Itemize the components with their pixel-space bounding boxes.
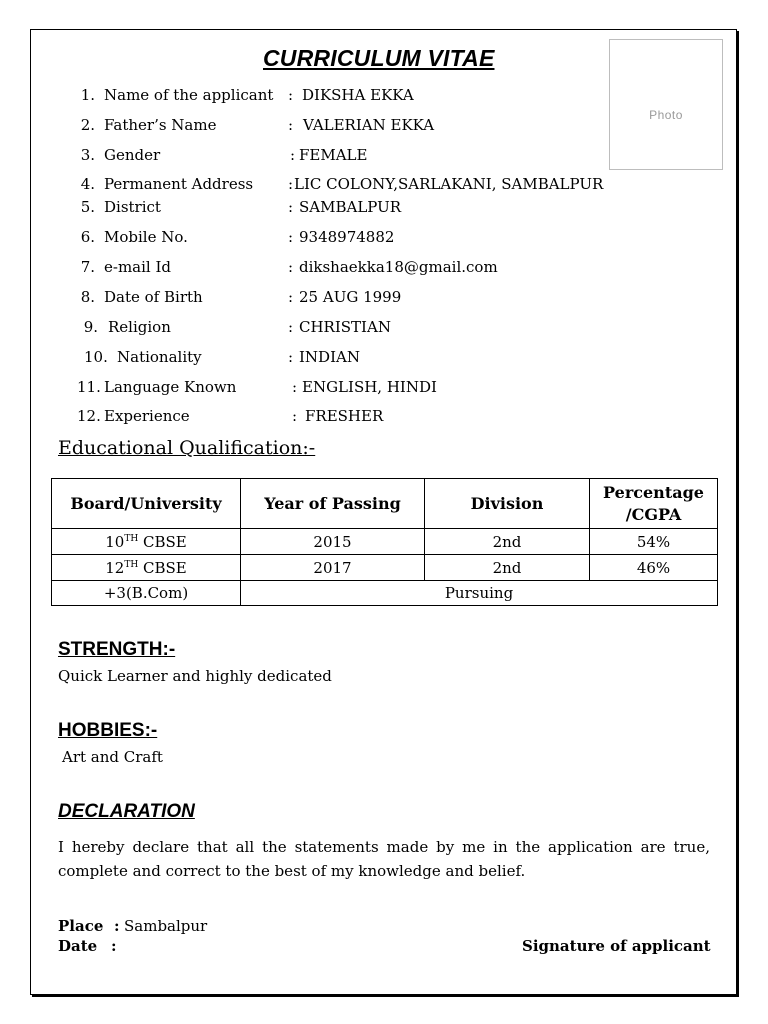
declaration-line-2: complete and correct to the best of my knowledge and belief. [58, 862, 526, 880]
detail-separator: : [288, 348, 294, 366]
detail-separator: : [288, 258, 294, 276]
photo-placeholder [609, 39, 723, 170]
hobbies-heading: HOBBIES:- [58, 720, 158, 741]
declaration-text [58, 835, 710, 883]
detail-value: dikshaekka18@gmail.com [299, 258, 498, 276]
detail-value: FRESHER [305, 407, 384, 425]
declaration-heading: DECLARATION [58, 801, 195, 822]
detail-number: 6. [80, 228, 95, 246]
strength-heading: STRENGTH:- [58, 639, 176, 660]
detail-value: 25 AUG 1999 [299, 288, 402, 306]
detail-separator: : [288, 228, 294, 246]
photo-label: Photo [649, 108, 683, 122]
date-label: Date [58, 937, 98, 955]
detail-value: DIKSHA EKKA [302, 86, 414, 104]
detail-label: Language Known [104, 378, 237, 396]
place-separator: : [114, 917, 120, 935]
detail-value: 9348974882 [299, 228, 395, 246]
table-row [52, 581, 718, 606]
detail-number: 8. [80, 288, 95, 306]
detail-label: Father’s Name [104, 116, 217, 134]
place-label: Place [58, 917, 104, 935]
detail-label: e-mail Id [104, 258, 172, 276]
detail-value: VALERIAN EKKA [303, 116, 435, 134]
document-title: CURRICULUM VITAE [263, 45, 495, 71]
date-separator: : [111, 937, 117, 955]
division-cell: 2nd [425, 529, 590, 555]
detail-number: 10. [84, 348, 108, 366]
detail-value: LIC COLONY,SARLAKANI, SAMBALPUR [294, 175, 604, 193]
table-row [52, 555, 718, 581]
detail-separator: : [292, 378, 298, 396]
detail-label: Religion [108, 318, 171, 336]
detail-value: SAMBALPUR [299, 198, 402, 216]
education-table [51, 478, 718, 606]
detail-number: 11. [77, 378, 101, 396]
detail-separator: : [288, 318, 294, 336]
detail-value: INDIAN [299, 348, 360, 366]
hobbies-text: Art and Craft [62, 748, 163, 766]
detail-label: Nationality [117, 348, 202, 366]
column-header-year: Year of Passing [241, 479, 425, 529]
detail-number: 2. [80, 116, 95, 134]
percentage-cell: 46% [590, 555, 718, 581]
detail-separator: : [288, 116, 294, 134]
board-cell: +3(B.Com) [52, 581, 241, 606]
detail-number: 12. [77, 407, 101, 425]
place-value: Sambalpur [124, 917, 208, 935]
detail-number: 3. [80, 146, 95, 164]
detail-value: FEMALE [299, 146, 368, 164]
detail-number: 7. [80, 258, 95, 276]
detail-label: Date of Birth [104, 288, 203, 306]
detail-label: Permanent Address [104, 175, 254, 193]
strength-text: Quick Learner and highly dedicated [58, 667, 332, 685]
year-cell: 2017 [241, 555, 425, 581]
board-cell: 10TH CBSE [52, 529, 241, 555]
division-cell: 2nd [425, 555, 590, 581]
year-cell: 2015 [241, 529, 425, 555]
percentage-cell: 54% [590, 529, 718, 555]
column-header-board: Board/University [52, 479, 241, 529]
table-row [52, 529, 718, 555]
detail-number: 5. [80, 198, 95, 216]
status-cell: Pursuing [241, 581, 718, 606]
board-cell: 12TH CBSE [52, 555, 241, 581]
detail-separator: : [288, 288, 294, 306]
detail-value: ENGLISH, HINDI [302, 378, 437, 396]
detail-label: Name of the applicant [104, 86, 274, 104]
table-header-row [52, 479, 718, 529]
detail-number: 1. [80, 86, 95, 104]
detail-value: CHRISTIAN [299, 318, 391, 336]
detail-separator: : [292, 407, 298, 425]
detail-label: Experience [104, 407, 190, 425]
declaration-line-1: I hereby declare that all the statements made by me in the application are true, [58, 838, 710, 856]
detail-separator: : [290, 146, 296, 164]
detail-label: Gender [104, 146, 161, 164]
detail-separator: : [288, 86, 294, 104]
column-header-division: Division [425, 479, 590, 529]
detail-separator: : [288, 198, 294, 216]
detail-label: District [104, 198, 161, 216]
detail-label: Mobile No. [104, 228, 188, 246]
column-header-percentage: Percentage /CGPA [590, 479, 718, 529]
education-heading: Educational Qualification:- [58, 437, 316, 459]
detail-number: 9. [83, 318, 98, 336]
detail-separator: : [288, 175, 294, 193]
detail-number: 4. [80, 175, 95, 193]
signature-label: Signature of applicant [522, 937, 711, 955]
